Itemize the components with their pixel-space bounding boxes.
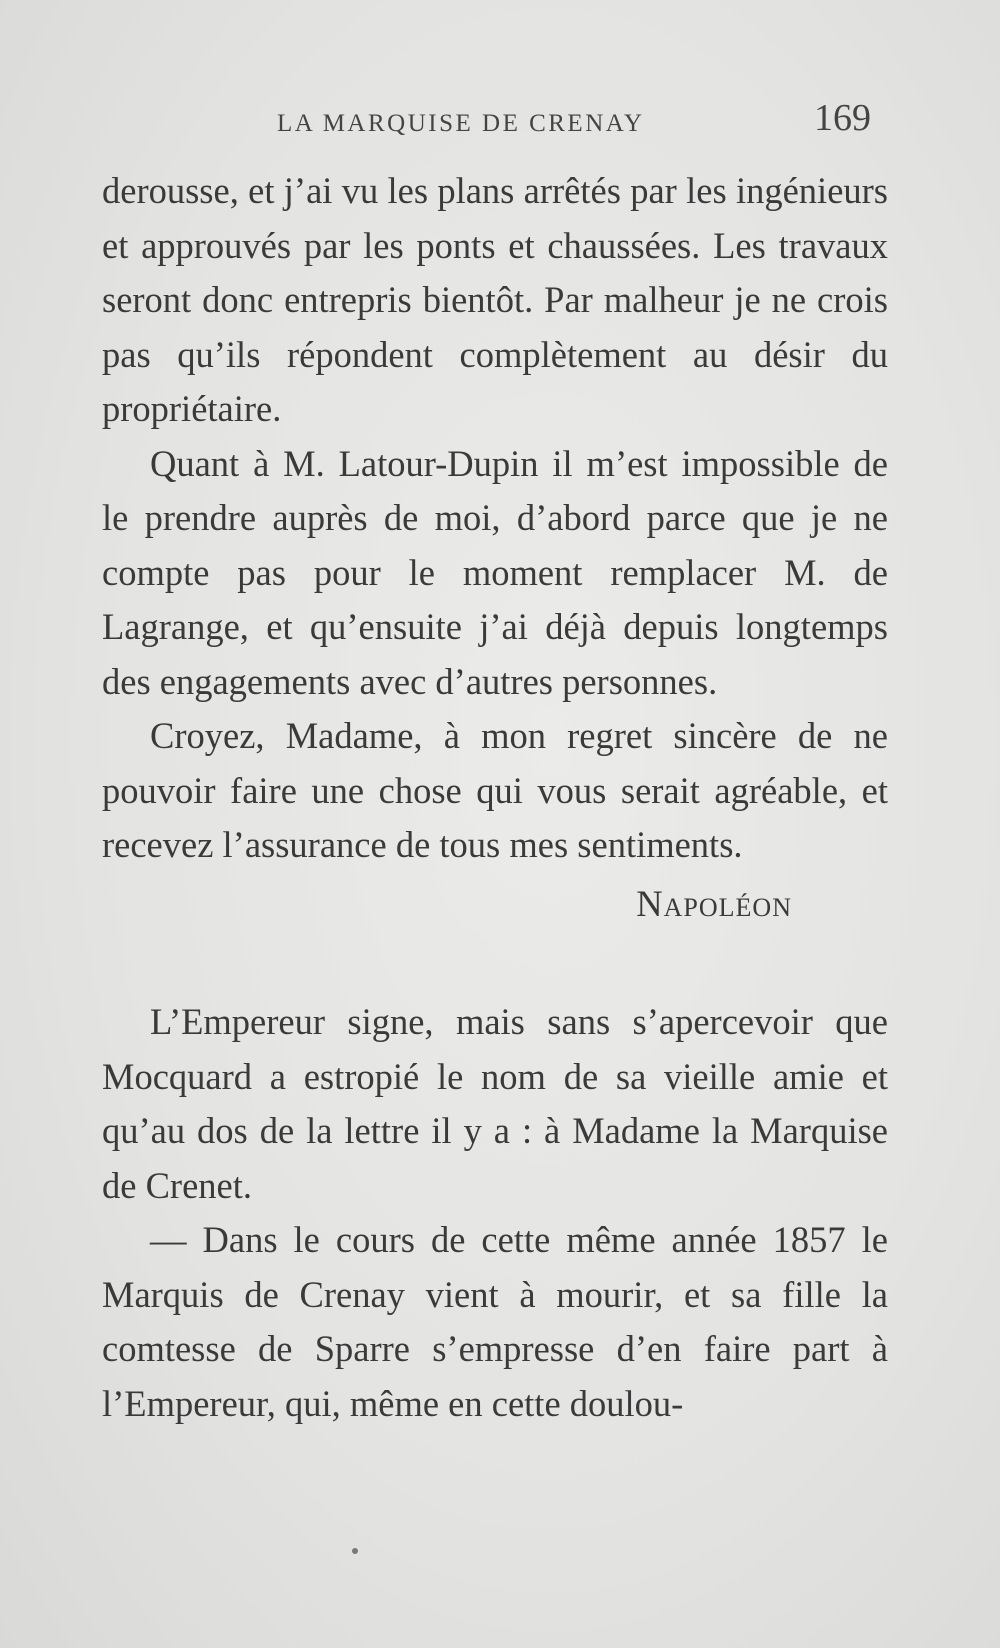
page-header xyxy=(0,96,1000,148)
page-number: 169 xyxy=(814,97,871,139)
ink-speck xyxy=(352,1548,358,1554)
paragraph-1: derousse, et j’ai vu les plans arrêtés par les ingénieurs et approuvés par les ponts et chaussées. Les travaux seront donc entrepris bientôt. Par malheur je ne crois pas qu’ils répondent complètement au désir du propriétaire. xyxy=(102,170,888,429)
paragraph-5: — Dans le cours de cette même année 1857 le Marquis de Crenay vient à mourir, et sa fille la comtesse de Sparre s’empresse d’en faire part à l’Empereur, qui, même en cette doulou- xyxy=(102,1219,888,1424)
paragraph-4: L’Empereur signe, mais sans s’apercevoir que Mocquard a estropié le nom de sa vieille amie et qu’au dos de la lettre il y a : à Madame la Marquise de Crenet. xyxy=(102,1001,888,1206)
running-title: LA MARQUISE DE CRENAY xyxy=(277,110,645,137)
body-text xyxy=(102,164,888,1431)
signature: Napoléon xyxy=(636,882,792,924)
paragraph-2: Quant à M. Latour-Dupin il m’est impossible de le prendre auprès de moi, d’abord parce que je ne compte pas pour le moment remplacer M. de Lagrange, et qu’ensuite j’ai déjà depuis longtemps des engagements avec d’autres personnes. xyxy=(102,442,888,702)
paragraph-3: Croyez, Madame, à mon regret sincère de ne pouvoir faire une chose qui vous serait agréable, et recevez l’assurance de tous mes sentiments. xyxy=(102,715,888,865)
